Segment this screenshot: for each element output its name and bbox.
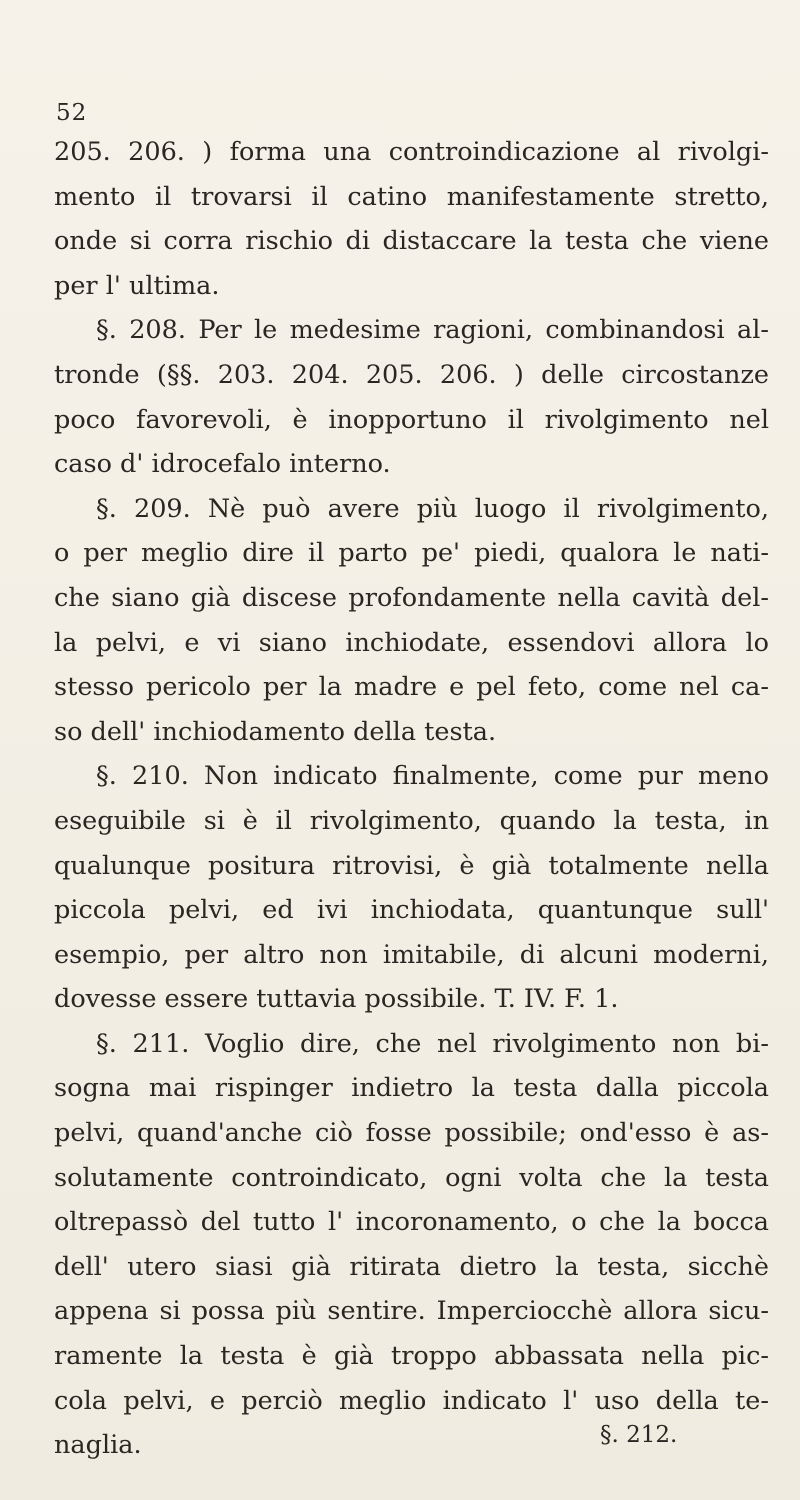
text-line: piccola pelvi, ed ivi inchiodata, quantunque sull' — [54, 895, 769, 926]
text-line: caso d' idrocefalo interno. — [54, 449, 391, 480]
text-line: naglia. — [54, 1430, 142, 1461]
text-line: pelvi, quand'anche ciò fosse possibile; ond'esso è as- — [54, 1118, 769, 1149]
text-line: la pelvi, e vi siano inchiodate, essendovi allora lo — [54, 627, 769, 658]
text-line: 205. 206. ) forma una controindicazione al rivolgi- — [54, 137, 769, 167]
text-line: o per meglio dire il parto pe' piedi, qualora le nati- — [54, 538, 769, 569]
text-line: dovesse essere tuttavia possibile. T. IV. F. 1. — [54, 984, 619, 1015]
text-line: §. 209. Nè può avere più luogo il rivolgimento, — [96, 493, 769, 524]
catchword: §. 212. — [600, 1422, 678, 1448]
text-line: per l' ultima. — [54, 270, 220, 301]
text-line: esempio, per altro non imitabile, di alcuni moderni, — [54, 939, 769, 970]
text-line: so dell' inchiodamento della testa. — [54, 716, 497, 747]
text-line: stesso pericolo per la madre e pel feto, come nel ca- — [54, 672, 769, 703]
text-line: mento il trovarsi il catino manifestamente stretto, — [54, 181, 769, 212]
text-line: dell' utero siasi già ritirata dietro la testa, sicchè — [54, 1251, 769, 1282]
text-line: eseguibile si è il rivolgimento, quando la testa, in — [54, 805, 769, 836]
text-line: §. 210. Non indicato finalmente, come pur meno — [96, 761, 769, 792]
body-text — [54, 130, 769, 1468]
text-line: onde si corra rischio di distaccare la testa che viene — [54, 226, 769, 257]
text-line: §. 208. Per le medesime ragioni, combinandosi al- — [96, 315, 769, 346]
text-line: qualunque positura ritrovisi, è già totalmente nella — [54, 850, 769, 881]
text-line: poco favorevoli, è inopportuno il rivolgimento nel — [54, 404, 769, 435]
page-number: 52 — [56, 100, 88, 126]
text-line: tronde (§§. 203. 204. 205. 206. ) delle circostanze — [54, 359, 769, 390]
text-line: oltrepassò del tutto l' incoronamento, o che la bocca — [54, 1207, 769, 1238]
text-line: solutamente controindicato, ogni volta che la testa — [54, 1162, 769, 1193]
text-line: ramente la testa è già troppo abbassata nella pic- — [54, 1341, 769, 1372]
text-line: che siano già discese profondamente nella cavità del- — [54, 582, 769, 613]
text-line: sogna mai rispinger indietro la testa dalla piccola — [54, 1073, 769, 1104]
text-line: §. 211. Voglio dire, che nel rivolgimento non bi- — [96, 1028, 769, 1059]
text-line: appena si possa più sentire. Imperciocchè allora sicu- — [54, 1296, 769, 1327]
text-line: cola pelvi, e perciò meglio indicato l' uso della te- — [54, 1385, 769, 1416]
